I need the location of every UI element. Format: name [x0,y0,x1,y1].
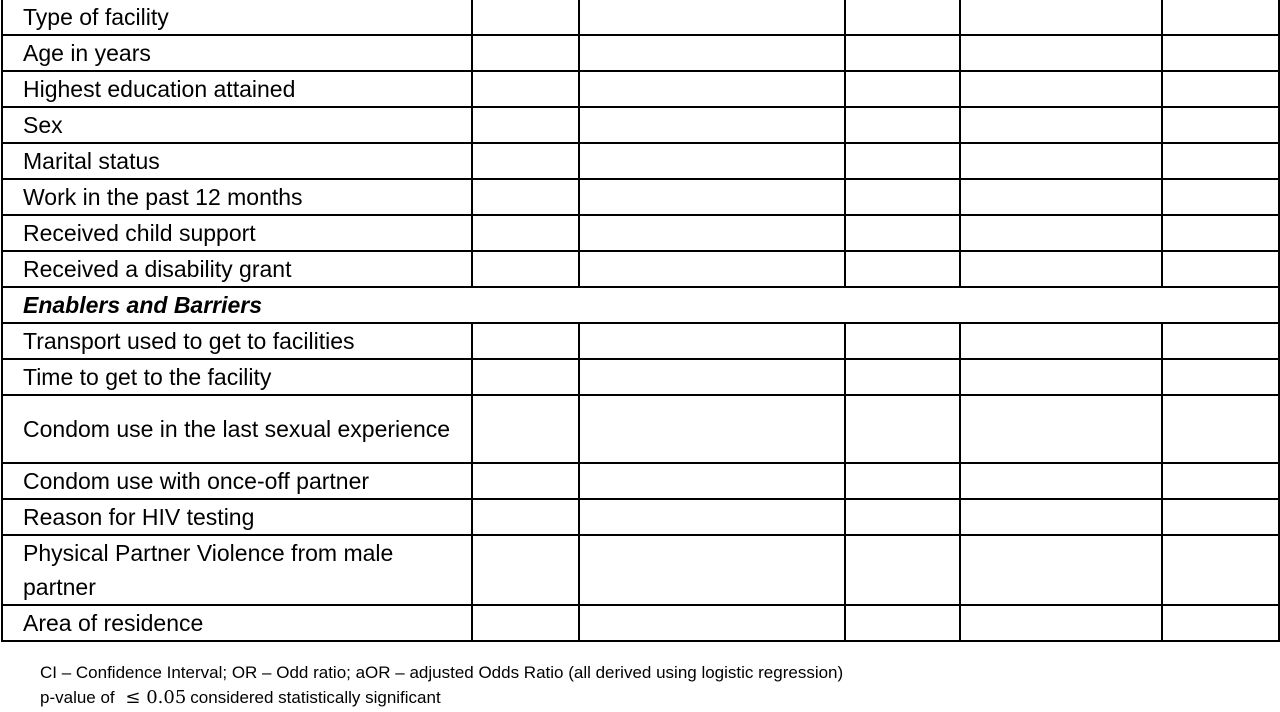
table-row [2,215,1279,251]
variable-label: Condom use in the last sexual experience [2,395,472,463]
value-cell [960,605,1162,641]
value-cell [1162,535,1279,605]
table-row [2,359,1279,395]
value-cell [472,359,579,395]
value-cell [1162,395,1279,463]
value-cell [472,605,579,641]
value-cell [579,499,845,535]
value-cell [579,215,845,251]
value-cell [1162,179,1279,215]
value-cell [579,251,845,287]
variable-label: Physical Partner Violence from male partner [2,535,472,605]
value-cell [472,0,579,35]
table-row [2,323,1279,359]
variable-label: Type of facility [2,0,472,35]
value-cell [845,535,960,605]
value-cell [960,499,1162,535]
value-cell [1162,107,1279,143]
variable-label: Work in the past 12 months [2,179,472,215]
variable-label: Transport used to get to facilities [2,323,472,359]
value-cell [579,463,845,499]
value-cell [1162,251,1279,287]
value-cell [845,71,960,107]
value-cell [579,35,845,71]
value-cell [1162,359,1279,395]
value-cell [1162,215,1279,251]
value-cell [845,107,960,143]
value-cell [960,71,1162,107]
value-cell [960,535,1162,605]
value-cell [1162,0,1279,35]
variable-label: Age in years [2,35,472,71]
value-cell [579,179,845,215]
section-header: Enablers and Barriers [2,287,1279,323]
value-cell [472,107,579,143]
value-cell [1162,71,1279,107]
value-cell [960,215,1162,251]
footnotes [40,660,843,710]
value-cell [472,71,579,107]
value-cell [472,323,579,359]
value-cell [1162,463,1279,499]
value-cell [845,359,960,395]
footnote-significance [40,685,843,710]
value-cell [472,215,579,251]
table-body [2,0,1279,641]
value-cell [960,143,1162,179]
variable-label: Sex [2,107,472,143]
value-cell [472,179,579,215]
value-cell [845,395,960,463]
table-row [2,179,1279,215]
value-cell [845,35,960,71]
value-cell [1162,323,1279,359]
value-cell [1162,35,1279,71]
value-cell [845,323,960,359]
value-cell [845,179,960,215]
footnote-pvalue-suffix: considered statistically significant [190,688,441,707]
value-cell [845,251,960,287]
table-row [2,251,1279,287]
value-cell [845,215,960,251]
value-cell [1162,143,1279,179]
value-cell [579,323,845,359]
variable-label: Time to get to the facility [2,359,472,395]
footnote-pvalue-prefix: p-value of [40,688,115,707]
value-cell [960,463,1162,499]
value-cell [472,463,579,499]
value-cell [472,251,579,287]
value-cell [579,107,845,143]
value-cell [960,107,1162,143]
value-cell [1162,605,1279,641]
value-cell [579,605,845,641]
value-cell [960,0,1162,35]
value-cell [960,179,1162,215]
variable-label: Highest education attained [2,71,472,107]
value-cell [472,395,579,463]
value-cell [1162,499,1279,535]
value-cell [472,535,579,605]
value-cell [579,359,845,395]
variable-label: Received child support [2,215,472,251]
table-row [2,535,1279,605]
value-cell [579,143,845,179]
value-cell [579,395,845,463]
table-row [2,35,1279,71]
value-cell [579,71,845,107]
value-cell [472,143,579,179]
table-row [2,71,1279,107]
table-row [2,395,1279,463]
variable-label: Area of residence [2,605,472,641]
value-cell [960,251,1162,287]
value-cell [960,395,1162,463]
table-row [2,143,1279,179]
value-cell [845,143,960,179]
table-row [2,107,1279,143]
variable-label: Received a disability grant [2,251,472,287]
value-cell [960,359,1162,395]
value-cell [845,0,960,35]
variables-table [1,0,1280,642]
variable-label: Condom use with once-off partner [2,463,472,499]
table-row [2,0,1279,35]
variable-label: Reason for HIV testing [2,499,472,535]
value-cell [472,35,579,71]
table-row [2,499,1279,535]
footnote-pvalue-threshold: ≤ 0.05 [125,687,187,708]
value-cell [579,0,845,35]
table-row [2,605,1279,641]
value-cell [845,605,960,641]
value-cell [960,35,1162,71]
section-row [2,287,1279,323]
table-row [2,463,1279,499]
value-cell [579,535,845,605]
value-cell [845,463,960,499]
footnote-abbreviations: CI – Confidence Interval; OR – Odd ratio; aOR – adjusted Odds Ratio (all derived using logistic regression) [40,663,844,682]
variable-label: Marital status [2,143,472,179]
value-cell [472,499,579,535]
value-cell [845,499,960,535]
value-cell [960,323,1162,359]
